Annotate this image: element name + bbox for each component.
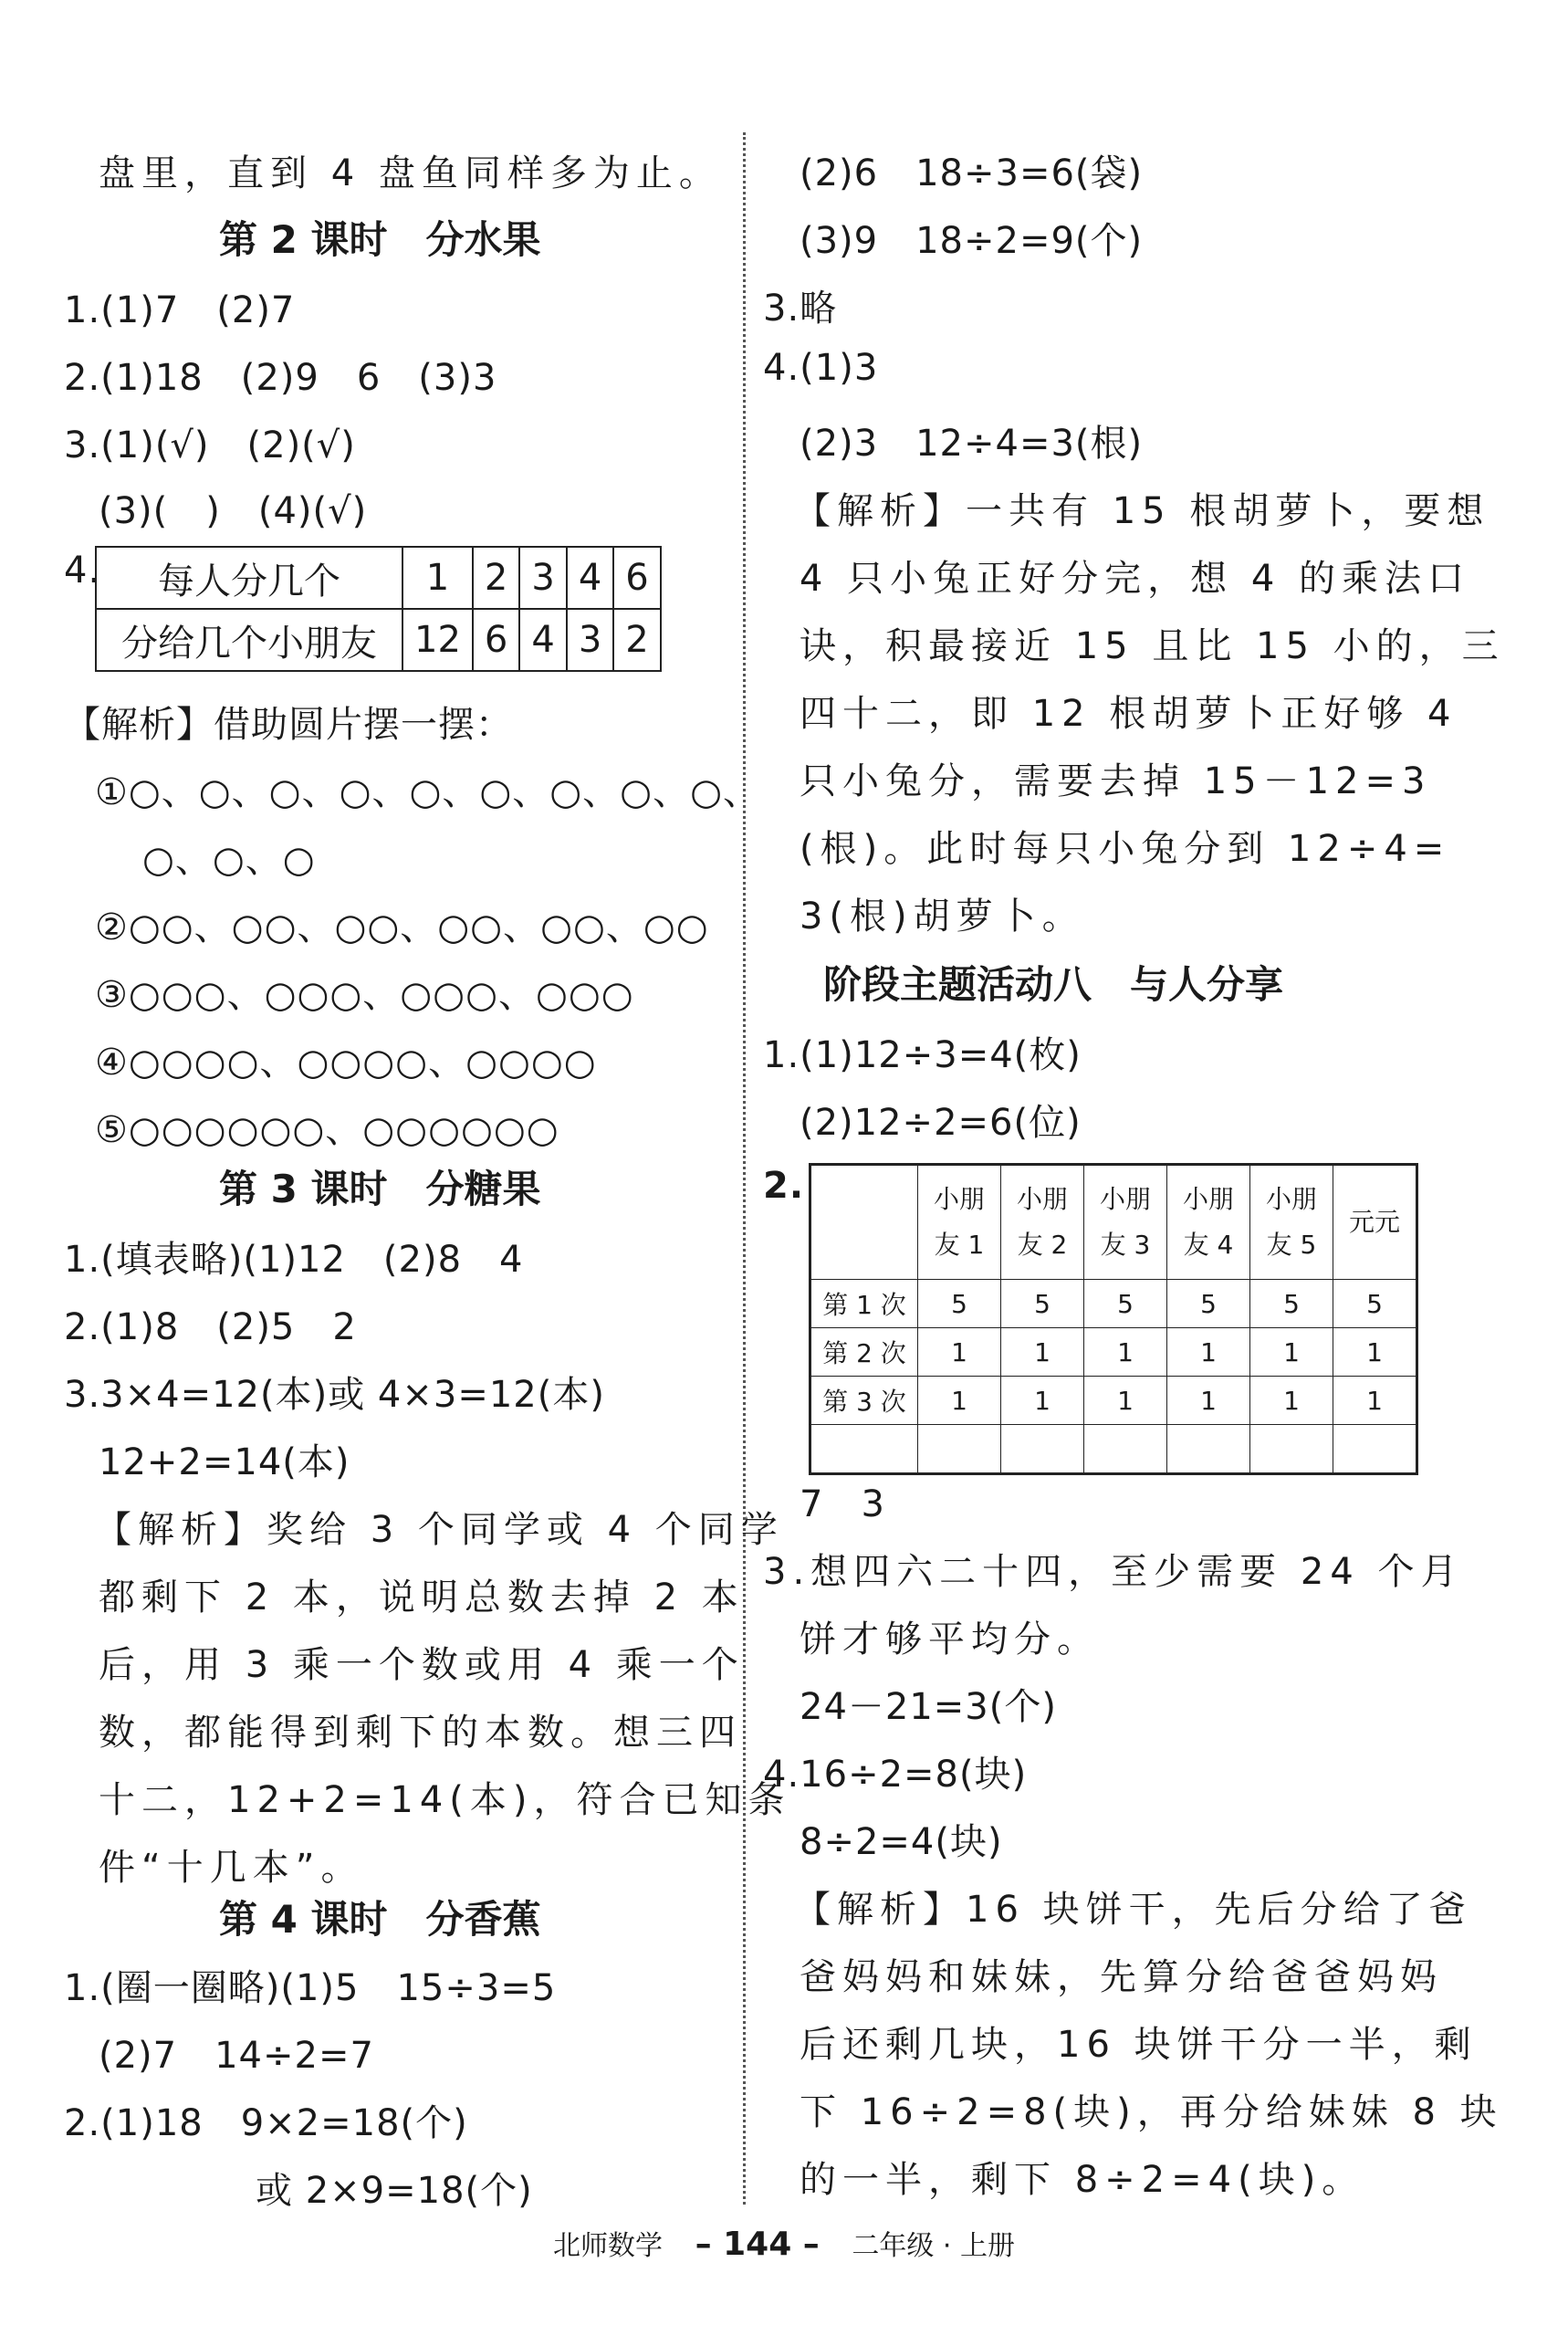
table-cell: 1 bbox=[918, 1328, 1001, 1377]
table-cell-empty bbox=[1250, 1425, 1333, 1474]
answer-line: 2.(1)18 (2)9 6 (3)3 bbox=[64, 357, 497, 399]
table-cell: 3 bbox=[519, 547, 566, 609]
analysis-line: 【解析】奖给 3 个同学或 4 个同学 bbox=[95, 1509, 784, 1551]
header-line: 小朋 bbox=[1016, 1184, 1068, 1214]
answer-line: 饼才够平均分。 bbox=[800, 1618, 1100, 1660]
table-header bbox=[918, 1165, 1001, 1280]
header-line: 友 3 bbox=[1100, 1230, 1151, 1260]
table-cell: 1 bbox=[1250, 1328, 1333, 1377]
answer-line: 4.(1)3 bbox=[763, 347, 879, 389]
question-number: 2. bbox=[763, 1165, 805, 1207]
table-cell: 5 bbox=[1167, 1280, 1250, 1328]
answer-line: 3.(1)(√) (2)(√) bbox=[64, 424, 356, 466]
analysis-line: 【解析】16 块饼干，先后分给了爸 bbox=[794, 1889, 1472, 1931]
section-title: 第 3 课时 分糖果 bbox=[219, 1167, 541, 1211]
table-cell-empty bbox=[1333, 1425, 1417, 1474]
answer-line: 或 2×9=18(个) bbox=[256, 2170, 533, 2212]
table-cell: 1 bbox=[1084, 1377, 1167, 1425]
table-cell-empty bbox=[918, 1425, 1001, 1474]
table-cell: 12 bbox=[402, 609, 473, 671]
answer-line: 2.(1)8 (2)5 2 bbox=[64, 1306, 357, 1348]
analysis-line: 爸妈妈和妹妹，先算分给爸爸妈妈 bbox=[800, 1956, 1443, 1998]
table-cell: 5 bbox=[918, 1280, 1001, 1328]
table-row-label: 分给几个小朋友 bbox=[96, 609, 402, 671]
answer-line: 24－21=3(个) bbox=[800, 1686, 1057, 1728]
table-cell-empty bbox=[1084, 1425, 1167, 1474]
table-cell: 1 bbox=[1001, 1377, 1084, 1425]
column-divider bbox=[743, 132, 746, 2205]
header-line: 友 2 bbox=[1017, 1230, 1068, 1260]
answer-line: 1.(1)7 (2)7 bbox=[64, 289, 296, 331]
analysis-line: 件“十几本”。 bbox=[99, 1847, 364, 1889]
analysis-line: 3(根)胡萝卜。 bbox=[800, 896, 1085, 938]
header-line: 小朋 bbox=[933, 1184, 985, 1214]
answer-line: 12+2=14(本) bbox=[99, 1441, 350, 1483]
section-title: 阶段主题活动八 与人分享 bbox=[823, 962, 1284, 1007]
section-title: 第 4 课时 分香蕉 bbox=[219, 1897, 541, 1942]
table-cell-empty bbox=[1001, 1425, 1084, 1474]
page-number: – 144 – bbox=[695, 2226, 820, 2263]
analysis-line: 后还剩几块，16 块饼干分一半，剩 bbox=[800, 2024, 1478, 2066]
table-row-label: 第 2 次 bbox=[810, 1328, 918, 1377]
table-header bbox=[1084, 1165, 1167, 1280]
answer-line: 7 3 bbox=[800, 1483, 885, 1525]
table-cell: 6 bbox=[473, 609, 519, 671]
table-cell: 1 bbox=[1333, 1328, 1417, 1377]
table-cell: 2 bbox=[473, 547, 519, 609]
analysis-line: 十二，12+2=14(本)，符合已知条 bbox=[99, 1779, 791, 1821]
table-cell: 5 bbox=[1333, 1280, 1417, 1328]
table-cell: 1 bbox=[1084, 1328, 1167, 1377]
circle-row: ⑤○○○○○○、○○○○○○ bbox=[95, 1109, 559, 1151]
footer-grade: 二年级 · 上册 bbox=[852, 2230, 1015, 2262]
analysis-line: 数，都能得到剩下的本数。想三四 bbox=[99, 1712, 742, 1754]
table-cell: 2 bbox=[613, 609, 660, 671]
table-cell: 1 bbox=[1167, 1328, 1250, 1377]
analysis-line: 都剩下 2 本，说明总数去掉 2 本 bbox=[99, 1577, 745, 1618]
circle-row: ③○○○、○○○、○○○、○○○ bbox=[95, 974, 634, 1016]
text-line: 盘里，直到 4 盘鱼同样多为止。 bbox=[99, 152, 722, 194]
analysis-line: 只小兔分，需要去掉 15－12=3 bbox=[800, 760, 1432, 802]
table-cell: 1 bbox=[1250, 1377, 1333, 1425]
table-row-label: 每人分几个 bbox=[96, 547, 402, 609]
answer-line: 1.(填表略)(1)12 (2)8 4 bbox=[64, 1239, 524, 1281]
analysis-line: 诀，积最接近 15 且比 15 小的，三 bbox=[800, 625, 1505, 667]
answer-line: 3.3×4=12(本)或 4×3=12(本) bbox=[64, 1374, 605, 1416]
distribution-table bbox=[809, 1163, 1418, 1475]
circle-row: ②○○、○○、○○、○○、○○、○○ bbox=[95, 906, 709, 948]
answer-line: 8÷2=4(块) bbox=[800, 1821, 1003, 1863]
table-header bbox=[1167, 1165, 1250, 1280]
answer-line: (2)6 18÷3=6(袋) bbox=[800, 152, 1144, 194]
table-cell-empty bbox=[810, 1425, 918, 1474]
answer-line: 3.略 bbox=[763, 288, 838, 330]
header-line: 友 1 bbox=[934, 1230, 985, 1260]
table-row-label: 第 3 次 bbox=[810, 1377, 918, 1425]
analysis-line: 4 只小兔正好分完，想 4 的乘法口 bbox=[800, 558, 1471, 600]
answer-line: 2.(1)18 9×2=18(个) bbox=[64, 2102, 468, 2144]
table-corner bbox=[810, 1165, 918, 1280]
header-line: 小朋 bbox=[1265, 1184, 1317, 1214]
table-cell: 1 bbox=[1333, 1377, 1417, 1425]
circle-row: ①○、○、○、○、○、○、○、○、○、 bbox=[95, 771, 760, 813]
answer-table bbox=[95, 546, 662, 672]
analysis-line: 四十二，即 12 根胡萝卜正好够 4 bbox=[800, 693, 1458, 735]
table-cell: 1 bbox=[402, 547, 473, 609]
analysis-line: 【解析】借助圆片摆一摆： bbox=[64, 704, 513, 746]
table-header: 元元 bbox=[1333, 1165, 1417, 1280]
page-footer bbox=[0, 2223, 1568, 2263]
answer-line: 3.想四六二十四，至少需要 24 个月 bbox=[763, 1551, 1464, 1593]
analysis-line: 下 16÷2=8(块)，再分给妹妹 8 块 bbox=[800, 2091, 1503, 2133]
table-cell: 3 bbox=[567, 609, 613, 671]
answer-line: (3)( ) (4)(√) bbox=[99, 490, 368, 532]
table-cell: 1 bbox=[1001, 1328, 1084, 1377]
header-line: 小朋 bbox=[1099, 1184, 1151, 1214]
answer-line: (2)7 14÷2=7 bbox=[99, 2035, 374, 2077]
table-cell: 1 bbox=[918, 1377, 1001, 1425]
answer-line: 1.(1)12÷3=4(枚) bbox=[763, 1034, 1082, 1076]
header-line: 友 4 bbox=[1183, 1230, 1234, 1260]
table-cell: 6 bbox=[613, 547, 660, 609]
circle-row: ④○○○○、○○○○、○○○○ bbox=[95, 1042, 597, 1084]
footer-subject: 北师数学 bbox=[553, 2230, 664, 2262]
analysis-line: 后，用 3 乘一个数或用 4 乘一个 bbox=[99, 1644, 745, 1686]
table-cell: 1 bbox=[1167, 1377, 1250, 1425]
analysis-line: 的一半，剩下 8÷2=4(块)。 bbox=[800, 2159, 1365, 2201]
answer-line: 4.16÷2=8(块) bbox=[763, 1754, 1028, 1796]
answer-line: 1.(圈一圈略)(1)5 15÷3=5 bbox=[64, 1967, 557, 2009]
table-header bbox=[1001, 1165, 1084, 1280]
analysis-line: (根)。此时每只小兔分到 12÷4= bbox=[800, 828, 1451, 870]
header-line: 小朋 bbox=[1182, 1184, 1234, 1214]
table-cell: 4 bbox=[519, 609, 566, 671]
table-cell: 5 bbox=[1250, 1280, 1333, 1328]
header-line: 友 5 bbox=[1266, 1230, 1317, 1260]
table-row-label: 第 1 次 bbox=[810, 1280, 918, 1328]
section-title: 第 2 课时 分水果 bbox=[219, 217, 541, 262]
analysis-line: 【解析】一共有 15 根胡萝卜，要想 bbox=[794, 490, 1490, 532]
circle-row: ○、○、○ bbox=[142, 839, 316, 881]
answer-line: (2)3 12÷4=3(根) bbox=[800, 423, 1144, 465]
answer-line: (2)12÷2=6(位) bbox=[800, 1102, 1082, 1144]
table-cell: 5 bbox=[1001, 1280, 1084, 1328]
table-cell: 4 bbox=[567, 547, 613, 609]
answer-line: (3)9 18÷2=9(个) bbox=[800, 220, 1144, 262]
table-cell-empty bbox=[1167, 1425, 1250, 1474]
table-cell: 5 bbox=[1084, 1280, 1167, 1328]
question-number: 4. bbox=[64, 550, 101, 592]
table-header bbox=[1250, 1165, 1333, 1280]
